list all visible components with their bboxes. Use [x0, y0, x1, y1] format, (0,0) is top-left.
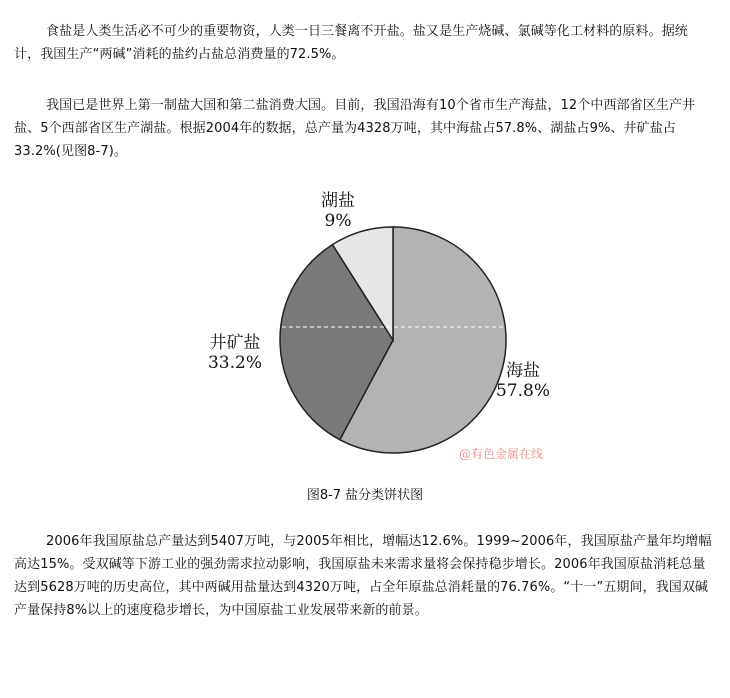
label-lake-salt-name: 湖盐: [321, 191, 355, 211]
pie-chart-figure: [205, 190, 555, 470]
label-well-salt-name: 井矿盐: [209, 333, 261, 353]
label-well-salt-value: 33.2%: [207, 353, 263, 373]
watermark: @有色金属在线: [458, 447, 544, 461]
label-sea-salt-name: 海盐: [506, 361, 540, 381]
pie-chart: [205, 190, 555, 470]
paragraph-salt-2006: 2006年我国原盐总产量达到5407万吨，与2005年相比，增幅达12.6%。1999~2006年，我国原盐产量年均增幅高达15%。受双碱等下游工业的强劲需求拉动影响，我国原盐未来需求量将会保持稳步增长。2006年我国原盐消耗总量达到5628万吨的历史高位，其中两碱用盐量达到4320万吨，占全年原盐总消耗量的76.76%。“十一”五期间，我国双碱产量保持8%以上的速度稳步增长，为中国原盐工业发展带来新的前景。: [14, 534, 712, 618]
label-sea-salt-value: 57.8%: [495, 381, 551, 401]
paragraph-salt-usage: 食盐是人类生活必不可少的重要物资，人类一日三餐离不开盐。盐又是生产烧碱、氯碱等化工材料的原料。据统计，我国生产“两碱”消耗的盐约占盐总消费量的72.5%。: [14, 24, 688, 62]
label-lake-salt-value: 9%: [324, 211, 352, 231]
paragraph-salt-production: 我国已是世界上第一制盐大国和第二盐消费大国。目前，我国沿海有10个省市生产海盐，12个中西部省区生产井盐、5个西部省区生产湖盐。根据2004年的数据，总产量为4328万吨，其中海盐占57.8%、湖盐占9%、井矿盐占33.2%(见图8-7)。: [14, 98, 696, 159]
figure-caption: 图8-7 盐分类饼状图: [306, 488, 424, 503]
